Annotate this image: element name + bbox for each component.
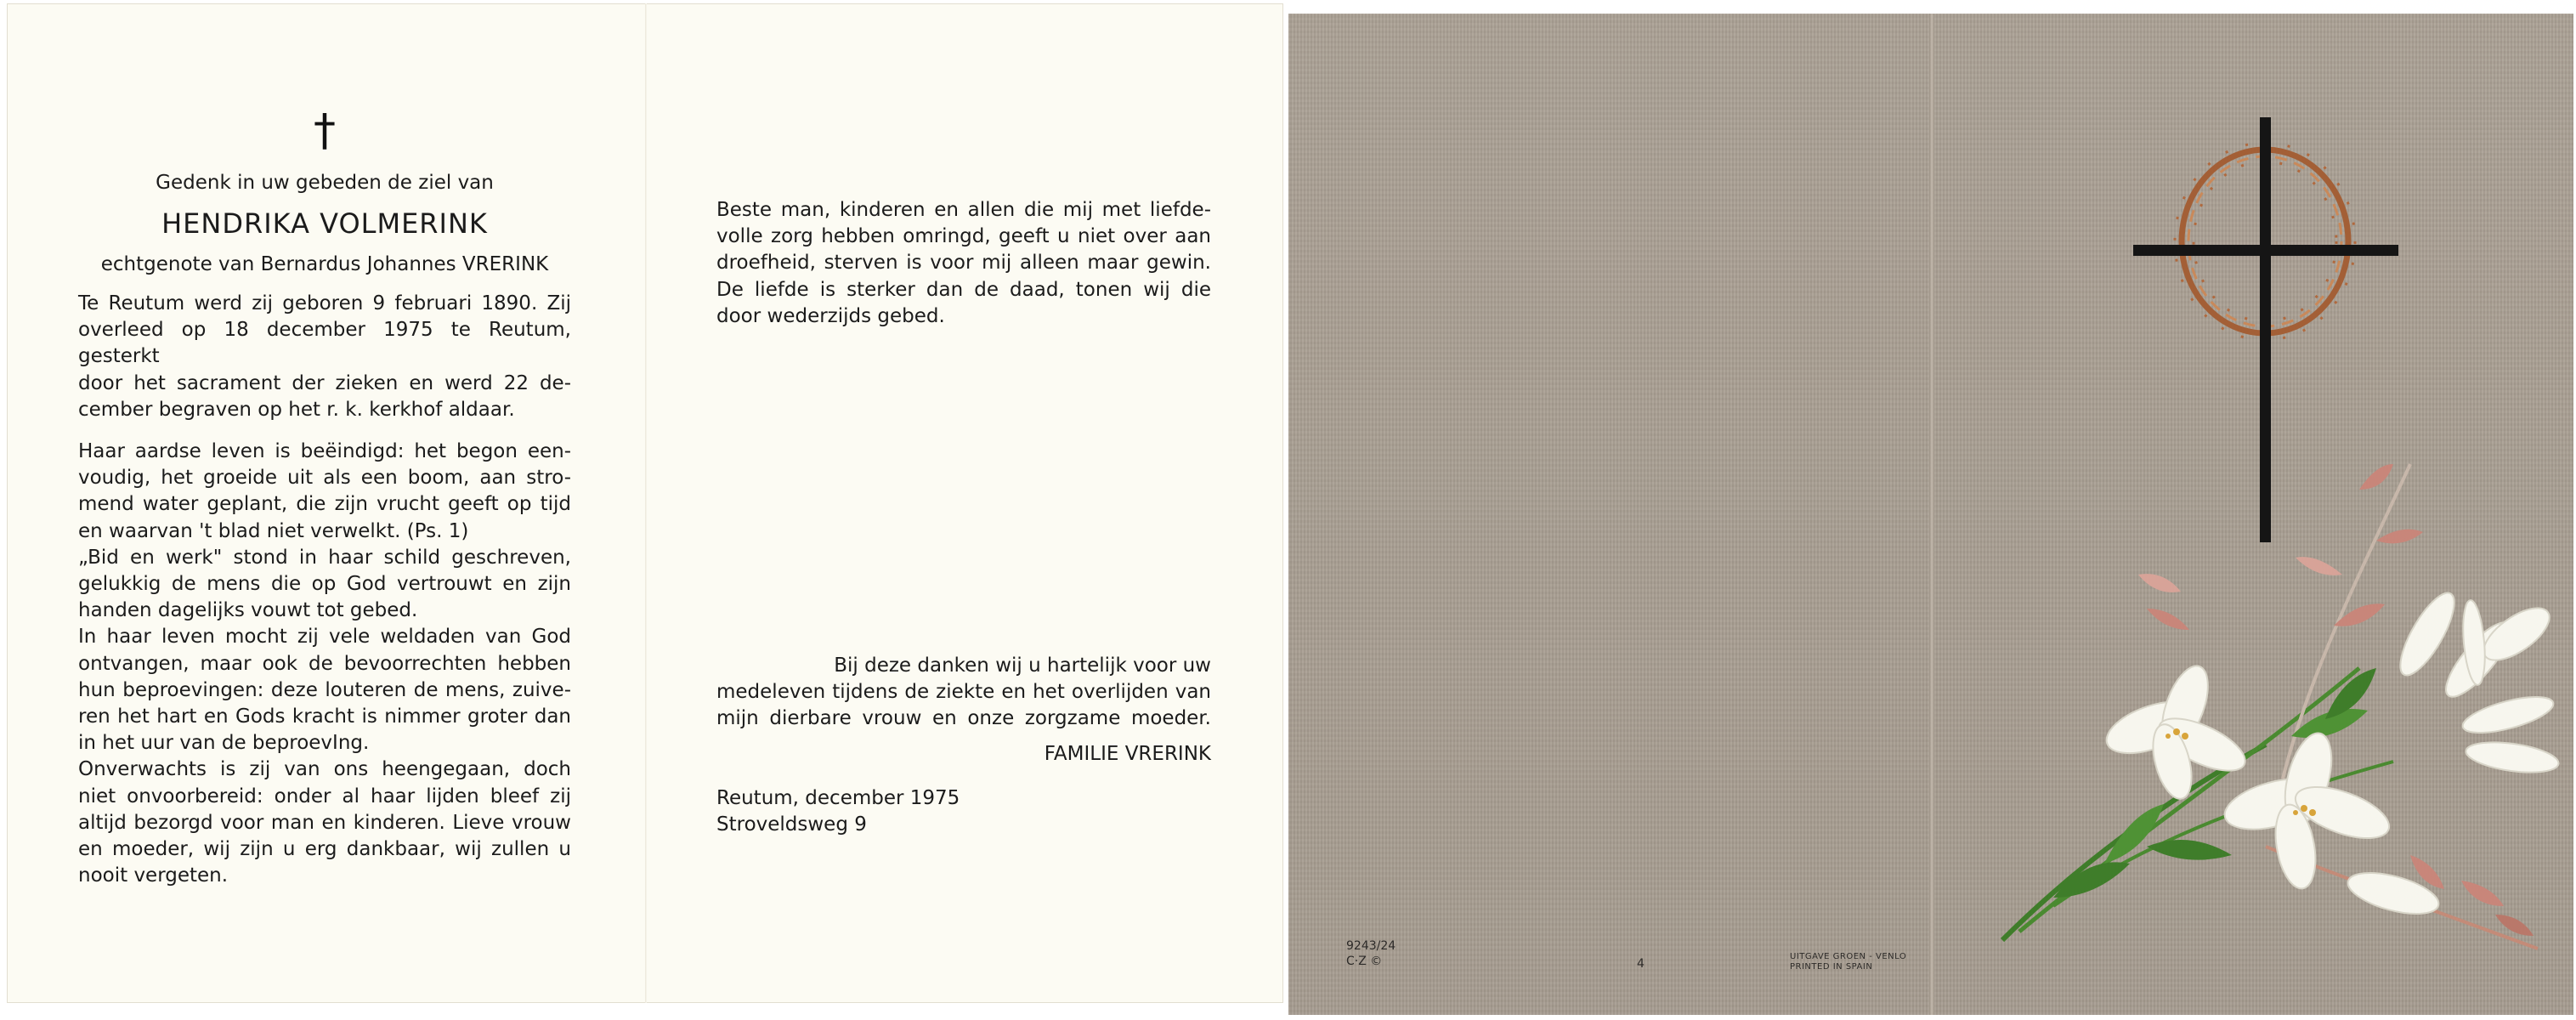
street-address: Stroveldsweg 9 [716,813,867,836]
family-signature: FAMILIE VRERINK [1044,742,1211,765]
deceased-name: HENDRIKA VOLMERINK [161,207,488,240]
card-inside-sheet [7,3,1283,1003]
text-line: De liefde is sterker dan de daad, tonen wij die [716,278,1211,301]
text-line: Onverwachts is zij van ons heengegaan, doch [78,758,571,781]
text-line: altijd bezorgd voor man en kinderen. Lieve vrouw [78,811,571,834]
text-line: ren het hart en Gods kracht is nimmer groter dan [78,706,571,728]
text-line: Beste man, kinderen en allen die mij met liefde- [716,199,1211,221]
publisher-logo: C·Z © [1346,955,1383,968]
catalog-number: 9243/24 [1346,939,1396,953]
text-line: in het uur van de beproevIng. [78,732,370,755]
farewell-message [716,197,1211,330]
text-line: medeleven tijdens de ziekte en het overlijden van [716,681,1211,704]
thanks-paragraph [716,653,1211,733]
imprint-line: UITGAVE GROEN - VENLO [1790,952,1907,961]
text-line: voudig, het groeide uit als een boom, aan stro- [78,467,571,490]
text-line: overleed op 18 december 1975 te Reutum, gesterkt [78,319,571,368]
text-line: door wederzijds gebed. [716,304,945,327]
text-line: mend water geplant, die zijn vrucht geeft op tijd [78,493,571,516]
text-line: gelukkig de mens die op God vertrouwt en zijn [78,573,571,596]
text-line: „Bid en werk" stond in haar schild geschreven, [78,546,571,569]
text-line: volle zorg hebben omringd, geeft u niet over aan [716,225,1211,248]
place-and-address [716,785,1211,838]
text-line: cember begraven op het r. k. kerkhof aldaar. [78,398,515,421]
prayer-intro: Gedenk in uw gebeden de ziel van [156,172,494,194]
text-line: hun beproevingen: deze louteren de mens, zuive- [78,678,571,701]
memorial-text-panel [78,105,571,889]
text-line: door het sacrament der zieken en werd 22 de- [78,371,571,394]
publisher-imprint [1790,952,1906,972]
text-line: handen dagelijks vouwt tot gebed. [78,599,418,622]
text-line: In haar leven mocht zij vele weldaden van God [78,626,571,649]
imprint-line: PRINTED IN SPAIN [1790,962,1873,972]
cover-artwork [1288,14,2573,1015]
text-line: ontvangen, maar ook de bevoorrechten hebben [78,652,571,675]
latin-cross-icon [2133,117,2398,542]
text-line: Bij deze danken wij u hartelijk voor uw [834,654,1211,677]
text-line: niet onvoorbereid: onder al haar lijden bleef zij [78,785,571,808]
print-code [1346,938,1396,969]
inside-fold-line [645,3,647,1003]
spouse-line: echtgenote van Bernardus Johannes VRERINK [100,253,549,275]
text-line: nooit vergeten. [78,864,229,887]
text-line: Te Reutum werd zij geboren 9 februari 1890. Zij [78,292,571,314]
card-outside-sheet [1288,14,2573,1015]
text-line: mijn dierbare vrouw en onze zorgzame moeder. [716,707,1211,730]
farewell-text-panel [716,197,1211,838]
place-date: Reutum, december 1975 [716,786,960,809]
text-line: droefheid, sterven is voor mij alleen maar gewin. [716,252,1211,275]
page-number: 4 [1637,957,1645,971]
cross-icon: † [314,105,336,156]
lily-bouquet-icon [2002,464,2561,949]
text-line: Haar aardse leven is beëindigd: het begon een- [78,440,571,463]
text-line: en waarvan 't blad niet verwelkt. (Ps. 1) [78,519,469,542]
text-line: en moeder, wij zijn u erg dankbaar, wij zullen u [78,838,571,861]
reflection-paragraph [78,439,571,889]
life-dates-paragraph [78,291,571,423]
